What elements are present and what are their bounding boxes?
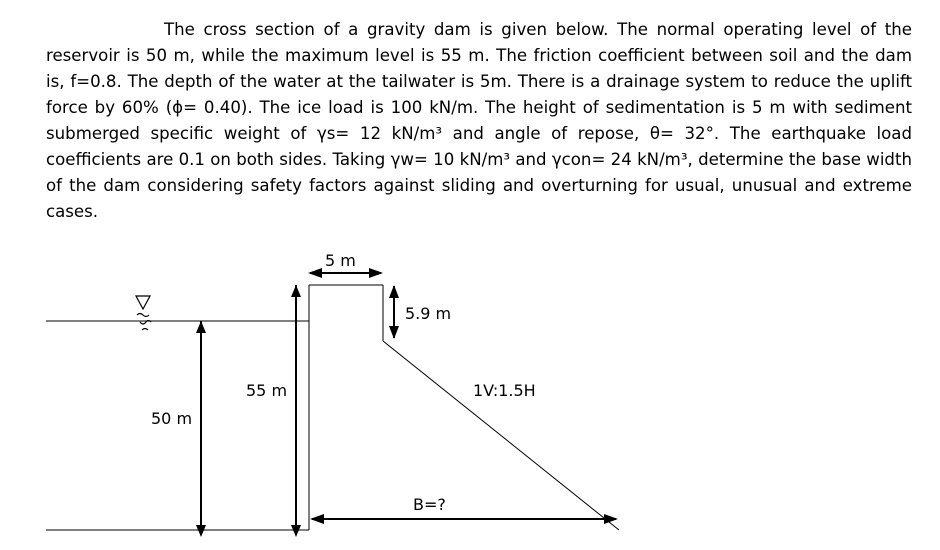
normal-level-label: 50 m: [151, 409, 193, 428]
crest-width-label: 5 m: [325, 251, 356, 270]
problem-line-1: The cross section of a gravity dam is given below. The normal operating level of the: [164, 20, 912, 39]
problem-line-8: cases.: [46, 202, 99, 221]
problem-line-5: submerged specific weight of γs= 12 kN/m³ and angle of repose, θ= 32°. The earthquake load: [46, 124, 912, 143]
max-height-dimension: [291, 285, 301, 537]
dam-body: [309, 285, 619, 530]
problem-line-7: of the dam considering safety factors against sliding and overturning for usual, unusual and extreme: [46, 176, 912, 195]
problem-line-6: coefficients are 0.1 on both sides. Taking γw= 10 kN/m³ and γcon= 24 kN/m³, determine the base width: [46, 150, 912, 169]
max-height-label: 55 m: [246, 381, 288, 400]
freeboard-label: 5.9 m: [405, 304, 452, 323]
base-width-dimension: [310, 514, 618, 524]
water-level-icon: [136, 296, 151, 330]
normal-level-dimension: [196, 321, 206, 537]
freeboard-dimension: [389, 285, 399, 339]
problem-line-2: reservoir is 50 m, while the maximum level is 55 m. The friction coefficient between soil and the dam: [46, 46, 912, 65]
problem-line-4: force by 60% (ϕ= 0.40). The ice load is 100 kN/m. The height of sedimentation is 5 m with sediment: [46, 98, 912, 117]
slope-label: 1V:1.5H: [473, 381, 536, 400]
problem-line-3: is, f=0.8. The depth of the water at the tailwater is 5m. There is a drainage system to reduce the uplift: [46, 72, 912, 91]
base-width-label: B=?: [413, 495, 446, 514]
